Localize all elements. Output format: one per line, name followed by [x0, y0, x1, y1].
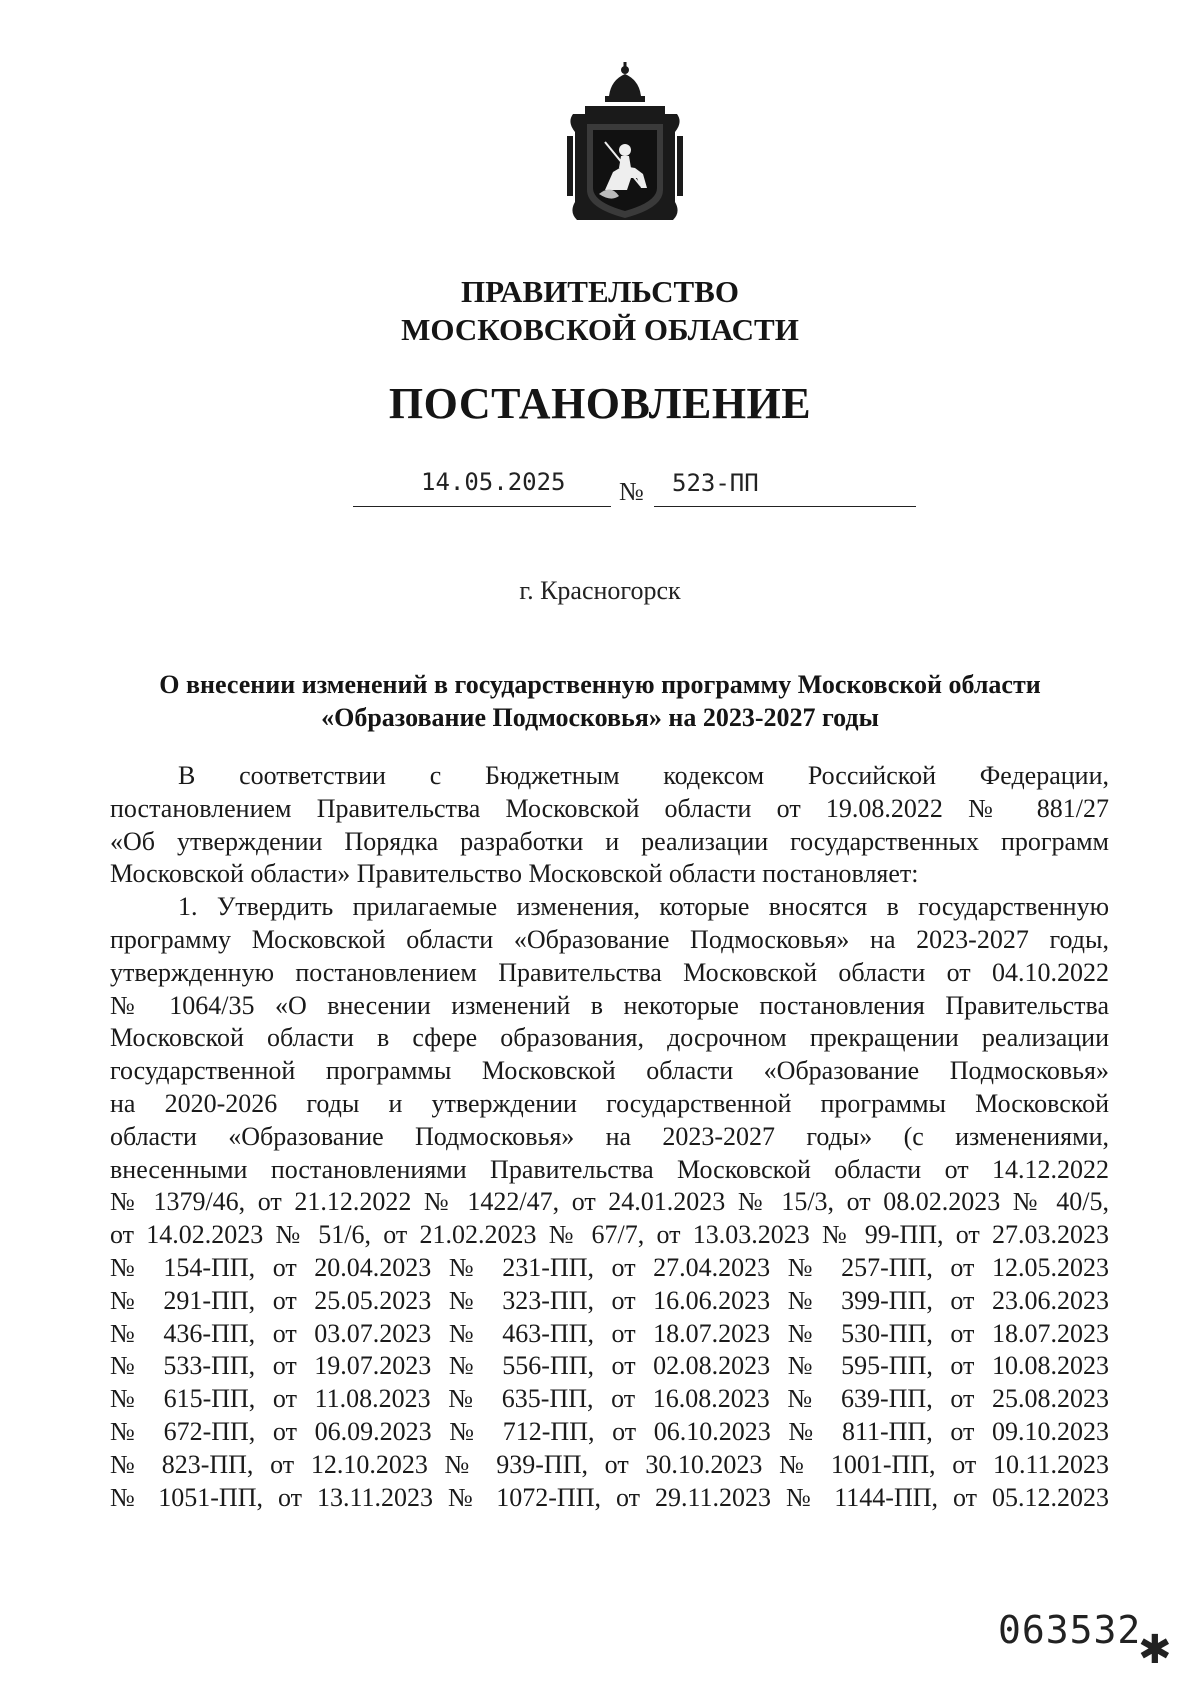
number-underline	[654, 506, 916, 507]
body-line: внесенными постановлениями Правительства Московской области от 14.12.2022	[110, 1154, 1109, 1184]
decree-number: 523-ПП	[672, 469, 759, 497]
serial-number-stamp: 063532	[998, 1608, 1142, 1652]
issuing-city: г. Красногорск	[519, 576, 681, 605]
asterisk-mark: ✱	[1138, 1627, 1172, 1673]
body-line: № 1051-ПП, от 13.11.2023 № 1072-ПП, от 29.11.2023 № 1144-ПП, от 05.12.2023	[110, 1482, 1109, 1512]
body-line: «Об утверждении Порядка разработки и реализации государственных программ	[110, 826, 1109, 856]
number-sign: №	[619, 477, 644, 506]
body-line: постановлением Правительства Московской области от 19.08.2022 № 881/27	[110, 793, 1109, 823]
body-line: утвержденную постановлением Правительства Московской области от 04.10.2022	[110, 957, 1109, 987]
date-underline	[353, 506, 611, 507]
body-line: № 154-ПП, от 20.04.2023 № 231-ПП, от 27.04.2023 № 257-ПП, от 12.05.2023	[110, 1252, 1109, 1282]
decree-date: 14.05.2025	[421, 468, 566, 496]
document-type-title: ПОСТАНОВЛЕНИЕ	[388, 379, 812, 428]
body-line: № 1379/46, от 21.12.2022 № 1422/47, от 24.01.2023 № 15/3, от 08.02.2023 № 40/5,	[110, 1187, 1109, 1217]
body-line: программу Московской области «Образование Подмосковья» на 2023-2027 годы,	[110, 924, 1109, 954]
subject-line2: «Образование Подмосковья» на 2023-2027 годы	[321, 703, 879, 732]
decree-body	[110, 760, 1109, 1514]
body-line: от 14.02.2023 № 51/6, от 21.02.2023 № 67/7, от 13.03.2023 № 99-ПП, от 27.03.2023	[110, 1220, 1109, 1250]
body-line: Московской области» Правительство Московской области постановляет:	[110, 859, 919, 889]
body-line: 1. Утвердить прилагаемые изменения, которые вносятся в государственную	[178, 892, 1109, 922]
body-line: № 823-ПП, от 12.10.2023 № 939-ПП, от 30.10.2023 № 1001-ПП, от 10.11.2023	[110, 1449, 1109, 1479]
body-line: на 2020-2026 годы и утверждении государственной программы Московской	[110, 1088, 1109, 1118]
body-line: № 291-ПП, от 25.05.2023 № 323-ПП, от 16.06.2023 № 399-ПП, от 23.06.2023	[110, 1285, 1109, 1315]
subject-line1: О внесении изменений в государственную программу Московской области	[159, 670, 1041, 699]
body-line: области «Образование Подмосковья» на 2023-2027 годы» (с изменениями,	[110, 1121, 1109, 1151]
body-line: государственной программы Московской области «Образование Подмосковья»	[110, 1056, 1109, 1086]
body-line: № 1064/35 «О внесении изменений в некоторые постановления Правительства	[110, 990, 1109, 1020]
org-name-line1: ПРАВИТЕЛЬСТВО	[461, 274, 739, 309]
body-line: № 672-ПП, от 06.09.2023 № 712-ПП, от 06.10.2023 № 811-ПП, от 09.10.2023	[110, 1416, 1109, 1446]
body-line: Московской области в сфере образования, досрочном прекращении реализации	[110, 1023, 1109, 1053]
body-line: В соответствии с Бюджетным кодексом Российской Федерации,	[178, 761, 1109, 790]
body-line: № 436-ПП, от 03.07.2023 № 463-ПП, от 18.07.2023 № 530-ПП, от 18.07.2023	[110, 1318, 1109, 1348]
body-line: № 533-ПП, от 19.07.2023 № 556-ПП, от 02.08.2023 № 595-ПП, от 10.08.2023	[110, 1351, 1109, 1381]
org-name-line2: МОСКОВСКОЙ ОБЛАСТИ	[401, 312, 799, 347]
coat-of-arms-icon	[565, 62, 685, 230]
body-line: № 615-ПП, от 11.08.2023 № 635-ПП, от 16.08.2023 № 639-ПП, от 25.08.2023	[110, 1384, 1109, 1414]
